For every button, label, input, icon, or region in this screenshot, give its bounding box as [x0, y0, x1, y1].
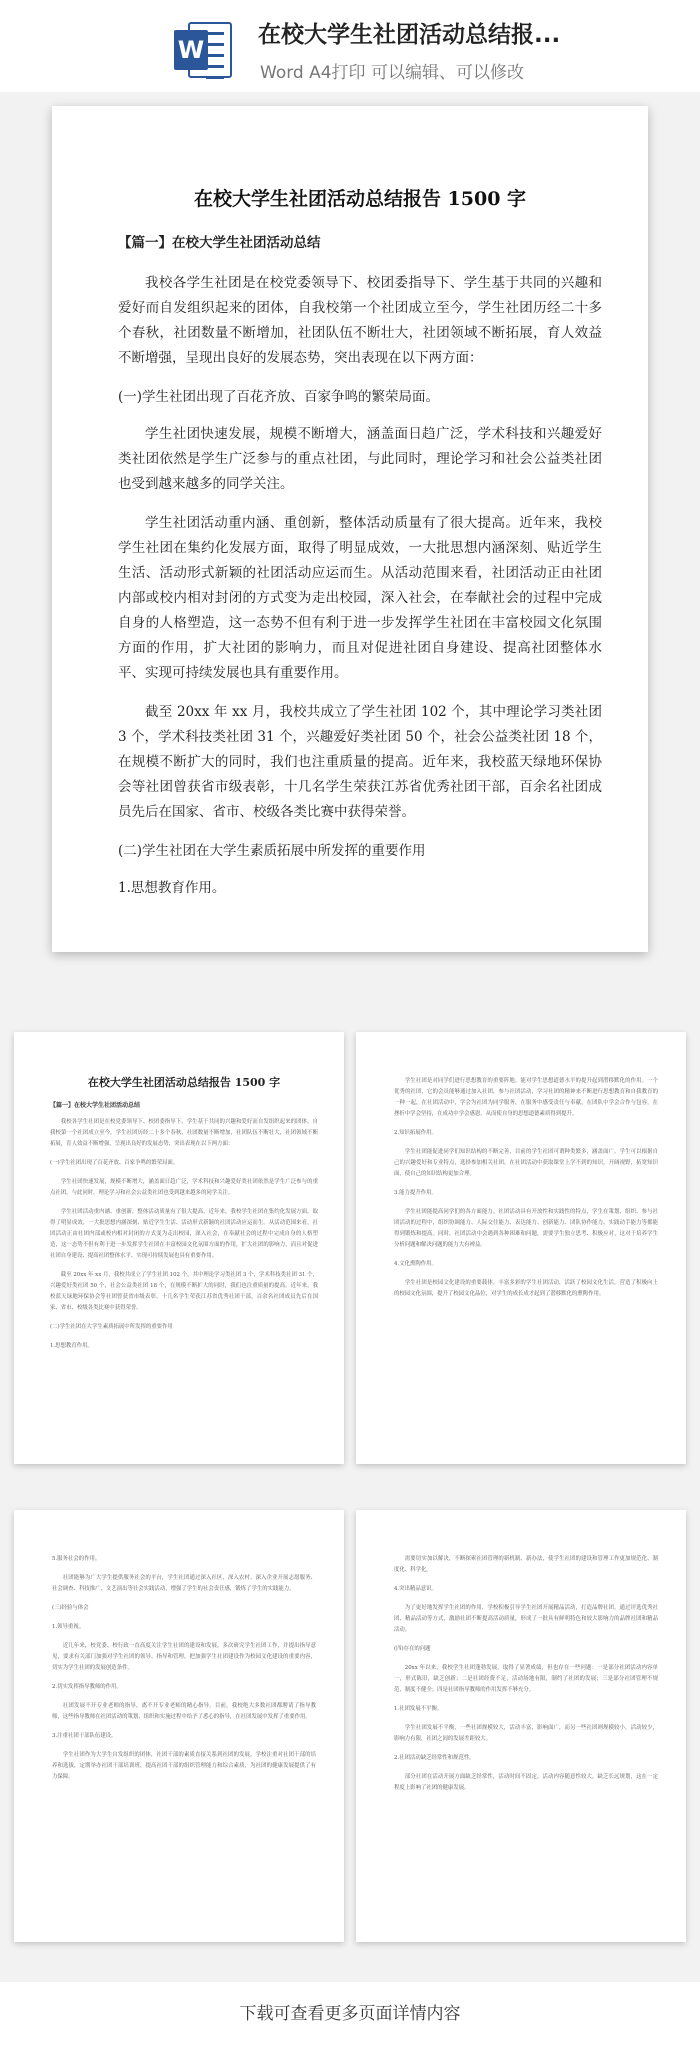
thumbnail-heading: 【篇一】在校大学生社团活动总结 — [50, 1102, 141, 1109]
thumbnail-paragraph: 部分社团在活动开展方面缺乏经常性，活动时间不固定，活动内容随意性较大，缺乏长远规划，这在一定程度上影响了社团的健康发展。 — [394, 1774, 658, 1791]
page-thumbnail-4[interactable] — [356, 1510, 686, 1942]
thumbnail-paragraph: 学生社团作为大学生自发组织的团体，社团干部的素质直接关系到社团的发展。学校注重对社团干部的培养和选拔，定期举办社团干部培训班，提高社团干部的组织管理能力和综合素质，为社团的健康发展提供了有力保障。 — [52, 1752, 316, 1780]
thumbnail-paragraph: (三)经验与体会 — [52, 1605, 89, 1611]
thumbnail-paragraph: 2.切实发挥指导教师的作用。 — [52, 1684, 122, 1690]
thumbnail-paragraph: 4.文化熏陶作用。 — [394, 1261, 437, 1267]
thumbnail-paragraph: 学生社团是校园文化建设的重要载体。丰富多彩的学生社团活动，活跃了校园文化生活，营造了积极向上的校园文化氛围，提升了校园文化品位，对学生的成长成才起到了潜移默化的熏陶作用。 — [394, 1280, 658, 1297]
thumbnail-paragraph: 学生社团快速发展，规模不断增大，涵盖面日趋广泛，学术科技和兴趣爱好类社团依然是学生广泛参与的重点社团，与此同时，理论学习和社会公益类社团也受到越来越多的同学关注。 — [50, 1179, 318, 1196]
thumbnail-paragraph: 5.服务社会的作用。 — [52, 1556, 101, 1562]
thumbnail-paragraph: (四)存在的问题 — [394, 1646, 431, 1652]
thumbnail-paragraph: 3.能力提升作用。 — [394, 1190, 437, 1196]
document-title: 在校大学生社团活动总结报... — [258, 22, 561, 48]
thumbnail-paragraph: 需要切实加以解决，不断探索社团管理的新机制、新办法，使学生社团的建设和管理工作更加规范化、制度化、科学化。 — [394, 1556, 658, 1573]
page-thumbnail-3[interactable] — [14, 1510, 344, 1942]
page-thumbnail-1[interactable] — [14, 1032, 344, 1464]
word-letter: W — [174, 30, 208, 70]
page-thumbnail-2[interactable] — [356, 1032, 686, 1464]
page-title: 在校大学生社团活动总结报告 1500 字 — [193, 188, 527, 210]
thumbnail-paragraph: 2.知识拓展作用。 — [394, 1130, 437, 1136]
thumbnail-paragraph: 2.社团活动缺乏经常性和规范性。 — [394, 1755, 475, 1761]
thumbnail-paragraph: 学生社团活动重内涵、重创新，整体活动质量有了很大提高。近年来，我校学生社团在集约化发展方面，取得了明显成效，一大批思想内涵深刻、贴近学生生活、活动形式新颖的社团活动应运而生。从活动范围来看，社团活动正由社团内部或校内相对封闭的方式变为走出校园，深入社会，在奉献社会的过程中完成自身的人格塑造，这一态势不但有利于进一步发挥学生社团在丰富校园文化氛围方面的作用，扩大社团的影响力，而且对促进社团自身建设、提高社团整体水平、实现可持续发展也具有重要作用。 — [50, 1209, 318, 1259]
thumbnail-paragraph: 学生社团发展不平衡，一些社团规模较大，活动丰富，影响面广，而另一些社团则规模较小，活动较少，影响力有限，社团之间的发展差距较大。 — [394, 1725, 658, 1742]
thumbnail-title: 在校大学生社团活动总结报告 1500 字 — [87, 1076, 281, 1089]
paragraph: 学生社团活动重内涵、重创新，整体活动质量有了很大提高。近年来，我校学生社团在集约化发展方面，取得了明显成效，一大批思想内涵深刻、贴近学生生活、活动形式新颖的社团活动应运而生。从活动范围来看，社团活动正由社团内部或校内相对封闭的方式变为走出校园，深入社会，在奉献社会的过程中完成自身的人格塑造，这一态势不但有利于进一步发挥学生社团在丰富校园文化氛围方面的作用，扩大社团的影响力，而且对促进社团自身建设、提高社团整体水平、实现可持续发展也具有重要作用。 — [118, 515, 602, 681]
paragraph: 学生社团快速发展，规模不断增大，涵盖面日趋广泛，学术科技和兴趣爱好类社团依然是学生广泛参与的重点社团，与此同时，理论学习和社会公益类社团也受到越来越多的同学关注。 — [118, 426, 602, 492]
main-page-preview[interactable] — [52, 106, 648, 952]
paragraph: 我校各学生社团是在校党委领导下、校团委指导下、学生基于共同的兴趣和爱好而自发组织起来的团体，自我校第一个社团成立至今，学生社团历经二十多个春秋，社团数量不断增加，社团队伍不断壮大，社团领域不断拓展，育人效益不断增强，呈现出良好的发展态势，突出表现在以下两方面： — [118, 275, 602, 366]
paragraph: 截至 20xx 年 xx 月，我校共成立了学生社团 102 个，其中理论学习类社团 3 个，学术科技类社团 31 个，兴趣爱好类社团 50 个，社会公益类社团 18 个，在规模不断扩大的同时，我们也注重质量的提高。近年来，我校蓝天绿地环保协会等社团曾获省市级表彰，十几名学生荣获江苏省优秀社团干部，百余名社团成员先后在国家、省市、校级各类比赛中获得荣誉。 — [118, 704, 602, 820]
thumbnail-paragraph: 4.突出精品意识。 — [394, 1586, 437, 1592]
thumbnail-paragraph: 近几年来，校党委、校行政一直高度关注学生社团的建设和发展，多次研究学生社团工作，并提出指导意见，要求有关部门加强对学生社团的领导、指导和管理，把加强学生社团建设作为校园文化建设的重要内容，切实为学生社团的发展创造条件。 — [52, 1643, 316, 1671]
thumbnail-paragraph: 1.思想教育作用。 — [50, 1343, 93, 1349]
thumbnail-paragraph: 社团发展不开专业老师的指导，离不开专业老师的精心指导。目前，我校绝大多数社团都聘请了指导教师，这些指导教师在社团活动的策划、组织和实施过程中给予了悉心的指导，在社团发展中发挥了重要作用。 — [52, 1703, 316, 1720]
document-subtitle: Word A4打印 可以编辑、可以修改 — [260, 63, 524, 83]
thumbnail-paragraph: 学生社团能提高同学们的各方面能力。社团活动具有开放性和实践性的特点，学生在策划、组织、参与社团活动的过程中，组织协调能力、人际交往能力、表达能力、创新能力、团队协作能力、实践动手能力等都能得到锻炼和提高。同时，社团活动中会遇到各种困难和问题，需要学生独立思考、积极应对，这对于培养学生分析问题和解决问题的能力大有裨益。 — [394, 1209, 658, 1248]
word-document-icon — [174, 20, 234, 80]
thumbnail-paragraph: 1.领导重视。 — [52, 1624, 85, 1630]
section-heading: 【篇一】在校大学生社团活动总结 — [118, 235, 321, 251]
subheading: (一)学生社团出现了百花齐放、百家争鸣的繁荣局面。 — [118, 389, 440, 405]
thumbnail-paragraph: 3.注重社团干部队伍建设。 — [52, 1733, 117, 1739]
thumbnail-paragraph: 20xx 年以来，我校学生社团蓬勃发展，取得了显著成绩，但也存在一些问题：一是部分社团活动内容单一，形式陈旧，缺乏创新；二是社团经费不足，活动场地有限，制约了社团的发展；三是部分社团管理不规范，制度不健全；四是社团指导教师的作用发挥不够充分。 — [394, 1665, 658, 1693]
thumbnail-paragraph: 截至 20xx 年 xx 月，我校共成立了学生社团 102 个，其中理论学习类社团 3 个，学术科技类社团 31 个，兴趣爱好类社团 50 个，社会公益类社团 18 个，在规模不断扩大的同时，我们也注重质量的提高。近年来，我校蓝天绿地环保协会等社团曾获省市级表彰，十几名学生荣获江苏省优秀社团干部，百余名社团成员先后在国家、省市、校级各类比赛中获得荣誉。 — [50, 1272, 318, 1311]
download-more-link[interactable]: 下载可查看更多页面详情内容 — [0, 1982, 700, 2046]
thumbnail-paragraph: 学生社团是对同学们进行思想教育的重要阵地。能对学生思想道德水平的提升起到潜移默化的作用。一个优秀的社团，它的会员能够通过加入社团，参与社团活动，学习社团的精神来不断进行思想教育和自我教育的一种一起，在社团活动中，学会为社团为同学服务，在服务中感受责任与奉献，在团队中学会合作与包容，在挫折中学会坚持，在成功中学会感恩，从而使自身的思想道德素质得到提升。 — [394, 1078, 658, 1117]
thumbnail-paragraph: 1.社团发展不平衡。 — [394, 1706, 443, 1712]
thumbnail-paragraph: 为了更好地发挥学生社团的作用，学校积极引导学生社团开展精品活动，打造品牌社团。通过评选优秀社团、精品活动等方式，激励社团不断提高活动质量，形成了一批具有鲜明特色和较大影响力的品牌社团和精品活动。 — [394, 1605, 658, 1633]
thumbnail-paragraph: (二)学生社团在大学生素质拓展中所发挥的重要作用 — [50, 1324, 173, 1330]
thumbnail-paragraph: 我校各学生社团是在校党委领导下、校团委指导下、学生基于共同的兴趣和爱好而自发组织起来的团体，自我校第一个社团成立至今，学生社团历经二十多个春秋，社团数量不断增加，社团队伍不断壮大，社团领域不断拓展，育人效益不断增强，呈现出良好的发展态势，突出表现在以下两方面： — [50, 1119, 318, 1147]
header — [0, 0, 700, 92]
thumbnail-paragraph: (一)学生社团出现了百花齐放、百家争鸣的繁荣局面。 — [50, 1160, 179, 1166]
thumbnail-paragraph: 学生社团能促进同学们知识结构的不断完善，目前的学生社团可谓种类繁多，涵盖面广。学生可以根据自己的兴趣爱好和专业特点，选择参加相关社团，在社团活动中获取课堂上学不到的知识，开阔视野，拓宽知识面，使自己的知识结构更加合理。 — [394, 1149, 658, 1177]
thumbnail-paragraph: 社团能够为广大学生提供服务社会的平台，学生社团通过深入社区、深入农村、深入企业开展志愿服务、社会调查、科技推广、文艺演出等社会实践活动，增强了学生的社会责任感，锻炼了学生的实践能力。 — [52, 1575, 316, 1592]
subheading: (二)学生社团在大学生素质拓展中所发挥的重要作用 — [118, 843, 426, 859]
subheading: 1.思想教育作用。 — [118, 880, 226, 896]
